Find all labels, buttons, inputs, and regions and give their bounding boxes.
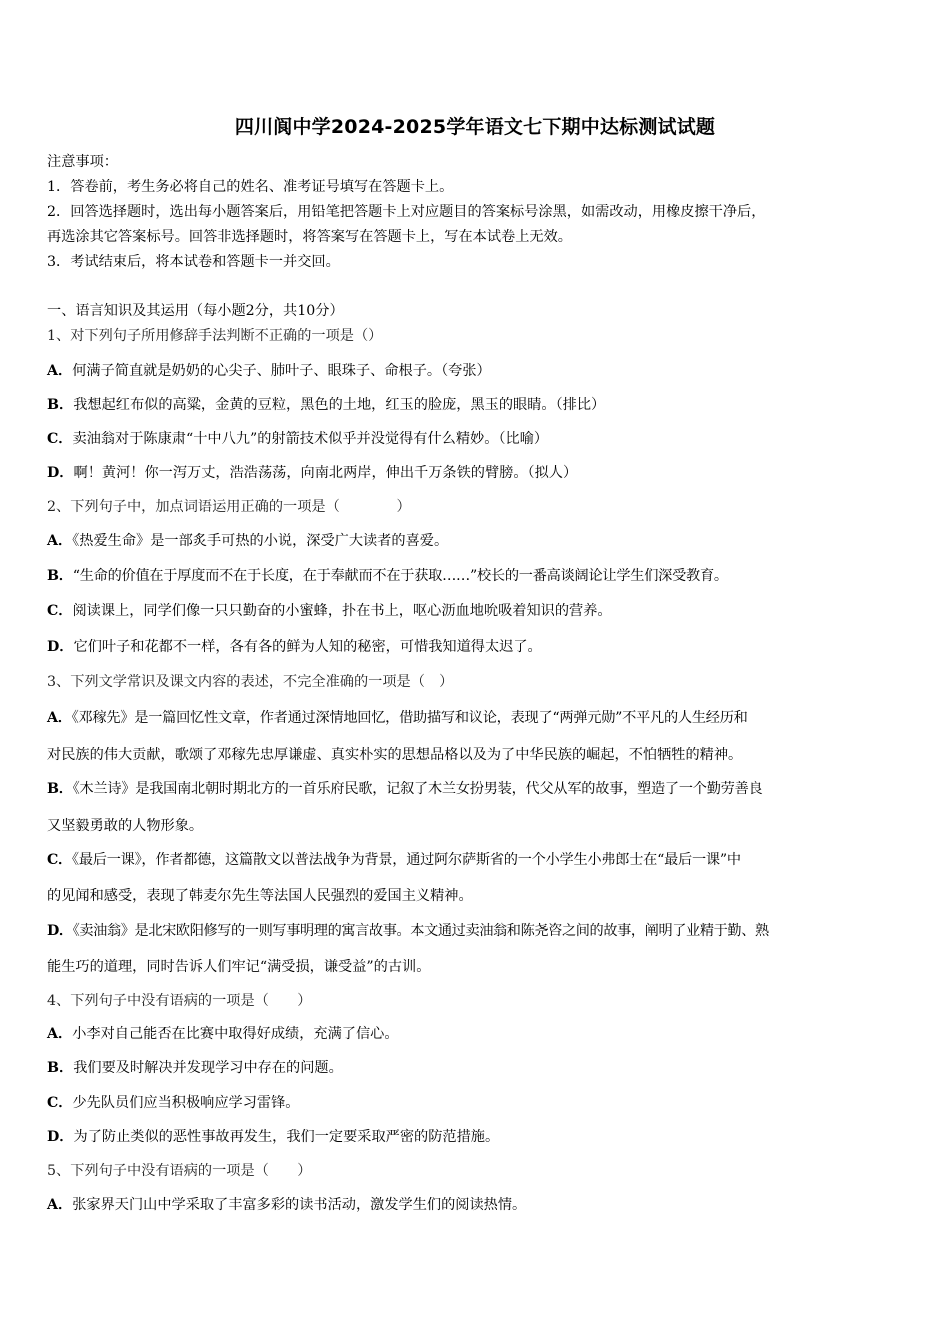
option-text: 《卖油翁》是北宋欧阳修写的一则写事明理的寓言故事。本文通过卖油翁和陈尧咨之间的故事，阐明了业精于勤、熟 <box>72 923 769 939</box>
option-label: B． <box>47 568 73 584</box>
question-5-option-a <box>47 1195 912 1215</box>
option-label: C． <box>47 603 73 619</box>
option-label: C． <box>47 431 73 447</box>
option-label: C． <box>47 852 72 868</box>
option-label: D． <box>47 639 74 655</box>
question-3-option-c-cont: 的见闻和感受，表现了韩麦尔先生等法国人民强烈的爱国主义精神。 <box>47 888 473 904</box>
option-text: 《热爱生命》是一部炙手可热的小说，深受广大读者的喜爱。 <box>72 533 449 549</box>
question-4-option-a <box>47 1024 912 1044</box>
question-3-option-a <box>47 708 912 728</box>
option-text: 《邓稼先》是一篇回忆性文章，作者通过深情地回忆，借助描写和议论，表现了“两弹元勋”不平凡的人生经历和 <box>71 710 748 726</box>
option-text: 何满子简直就是奶奶的心尖子、肺叶子、眼珠子、命根子。（夸张） <box>72 363 491 379</box>
option-label: D． <box>47 923 73 939</box>
option-text: 为了防止类似的恶性事故再发生，我们一定要采取严密的防范措施。 <box>73 1129 500 1145</box>
notice-item-1: 1．答卷前，考生务必将自己的姓名、准考证号填写在答题卡上。 <box>47 179 454 195</box>
option-text: 少先队员们应当积极响应学习雷锋。 <box>72 1095 300 1111</box>
question-4-option-d <box>47 1127 912 1147</box>
exam-title: 四川阆中学2024-2025学年语文七下期中达标测试试题 <box>234 116 716 138</box>
question-2-option-c <box>47 601 912 621</box>
option-label: D． <box>47 465 74 481</box>
section-heading: 一、语言知识及其运用（每小题2分，共10分） <box>47 303 344 319</box>
question-5-stem: 5、下列句子中没有语病的一项是（ ） <box>47 1163 312 1179</box>
question-1-stem: 1、对下列句子所用修辞手法判断不正确的一项是（） <box>47 328 383 344</box>
option-text: 我想起红布似的高粱，金黄的豆粒，黑色的土地，红玉的脸庞，黑玉的眼睛。（排比） <box>73 397 606 413</box>
question-2-option-a <box>47 531 912 551</box>
option-label: C． <box>47 1095 73 1111</box>
option-label: A． <box>47 710 72 726</box>
option-text: 啊！黄河！你一泻万丈，浩浩荡荡，向南北两岸，伸出千万条铁的臂膀。（拟人） <box>73 465 578 481</box>
option-label: A． <box>47 533 73 549</box>
question-3-option-a-cont: 对民族的伟大贡献，歌颂了邓稼先忠厚谦虚、真实朴实的思想品格以及为了中华民族的崛起，不怕牺牲的精神。 <box>47 747 743 763</box>
option-text: 张家界天门山中学采取了丰富多彩的读书活动，激发学生们的阅读热情。 <box>72 1197 527 1213</box>
notice-item-3: 3．考试结束后，将本试卷和答题卡一并交回。 <box>47 254 340 270</box>
notice-heading: 注意事项： <box>47 154 118 170</box>
option-text: 它们叶子和花都不一样，各有各的鲜为人知的秘密，可惜我知道得太迟了。 <box>73 639 542 655</box>
question-3-option-b-cont: 又坚毅勇敢的人物形象。 <box>47 818 204 834</box>
option-text: “生命的价值在于厚度而不在于长度，在于奉献而不在于获取……”校长的一番高谈阔论让学生们深受教育。 <box>72 568 728 584</box>
question-2-option-d <box>47 637 912 657</box>
option-text: 我们要及时解决并发现学习中存在的问题。 <box>73 1060 343 1076</box>
option-text: 《木兰诗》是我国南北朝时期北方的一首乐府民歌，记叙了木兰女扮男装，代父从军的故事，塑造了一个勤劳善良 <box>72 781 763 797</box>
notice-item-2-cont: 再选涂其它答案标号。回答非选择题时，将答案写在答题卡上，写在本试卷上无效。 <box>47 229 572 245</box>
question-3-option-d-cont: 能生巧的道理，同时告诉人们牢记“满受损，谦受益”的古训。 <box>47 959 431 975</box>
option-text: 《最后一课》，作者都德，这篇散文以普法战争为背景，通过阿尔萨斯省的一个小学生小弗郎士在“最后一课”中 <box>71 852 741 868</box>
option-text: 小李对自己能否在比赛中取得好成绩，充满了信心。 <box>72 1026 399 1042</box>
question-3-option-b <box>47 779 912 799</box>
option-label: A． <box>47 1026 73 1042</box>
option-text: 阅读课上，同学们像一只只勤奋的小蜜蜂，扑在书上，呕心沥血地吮吸着知识的营养。 <box>72 603 612 619</box>
question-4-option-b <box>47 1058 912 1078</box>
question-1-option-c <box>47 429 912 449</box>
question-3-option-c <box>47 850 912 870</box>
option-label: B． <box>47 781 73 797</box>
question-1-option-b <box>47 395 912 415</box>
question-3-stem: 3、下列文学常识及课文内容的表述，不完全准确的一项是（ ） <box>47 674 454 690</box>
option-label: A． <box>47 1197 73 1213</box>
option-label: D． <box>47 1129 74 1145</box>
notice-item-2: 2．回答选择题时，选出每小题答案后，用铅笔把答题卡上对应题目的答案标号涂黑，如需改动，用橡皮擦干净后， <box>47 204 766 220</box>
question-1-option-a <box>47 361 912 381</box>
question-2-option-b <box>47 566 912 586</box>
question-4-option-c <box>47 1093 912 1113</box>
option-label: B． <box>47 397 74 413</box>
option-text: 卖油翁对于陈康肃“十中八九”的射箭技术似乎并没觉得有什么精妙。（比喻） <box>72 431 549 447</box>
question-3-option-d <box>47 921 912 941</box>
question-2-stem: 2、下列句子中，加点词语运用正确的一项是（ ） <box>47 499 411 515</box>
question-1-option-d <box>47 463 912 483</box>
option-label: B． <box>47 1060 74 1076</box>
option-label: A． <box>47 363 73 379</box>
question-4-stem: 4、下列句子中没有语病的一项是（ ） <box>47 993 312 1009</box>
